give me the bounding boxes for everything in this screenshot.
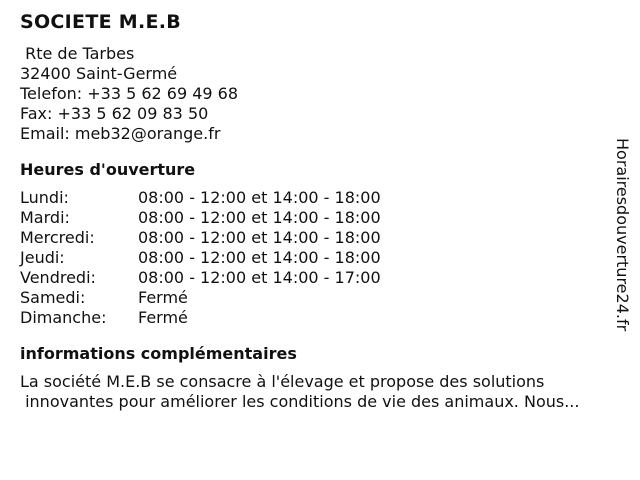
site-watermark: Horairesdouverture24.fr [613, 138, 632, 332]
hours-row [20, 248, 381, 268]
additional-info-heading: informations complémentaires [20, 344, 297, 363]
company-card [20, 10, 610, 412]
day-label: Lundi: [20, 188, 69, 207]
hours-row [20, 288, 381, 308]
description-line: innovantes pour améliorer les conditions de vie des animaux. Nous... [20, 392, 580, 411]
phone-number[interactable]: Telefon: +33 5 62 69 49 68 [20, 84, 239, 103]
time-range: Fermé [138, 308, 188, 327]
address-street: Rte de Tarbes [20, 44, 135, 63]
description-line: La société M.E.B se consacre à l'élevage et propose des solutions [20, 372, 545, 391]
hours-row [20, 188, 381, 208]
day-label: Mardi: [20, 208, 70, 227]
time-range: 08:00 - 12:00 et 14:00 - 18:00 [138, 188, 381, 207]
day-label: Vendredi: [20, 268, 96, 287]
day-label: Dimanche: [20, 308, 107, 327]
day-label: Mercredi: [20, 228, 95, 247]
opening-hours-table [20, 188, 381, 328]
time-range: 08:00 - 12:00 et 14:00 - 18:00 [138, 248, 381, 267]
time-range: 08:00 - 12:00 et 14:00 - 18:00 [138, 228, 381, 247]
hours-row [20, 208, 381, 228]
hours-row [20, 228, 381, 248]
opening-hours-heading: Heures d'ouverture [20, 160, 196, 179]
address-city: 32400 Saint-Germé [20, 64, 178, 83]
company-name: SOCIETE M.E.B [20, 11, 182, 33]
day-label: Jeudi: [20, 248, 65, 267]
time-range: Fermé [138, 288, 188, 307]
hours-row [20, 308, 381, 328]
contact-block [20, 44, 610, 144]
time-range: 08:00 - 12:00 et 14:00 - 18:00 [138, 208, 381, 227]
time-range: 08:00 - 12:00 et 14:00 - 17:00 [138, 268, 381, 287]
email-address[interactable]: Email: meb32@orange.fr [20, 124, 221, 143]
hours-row [20, 268, 381, 288]
fax-number: Fax: +33 5 62 09 83 50 [20, 104, 209, 123]
day-label: Samedi: [20, 288, 86, 307]
